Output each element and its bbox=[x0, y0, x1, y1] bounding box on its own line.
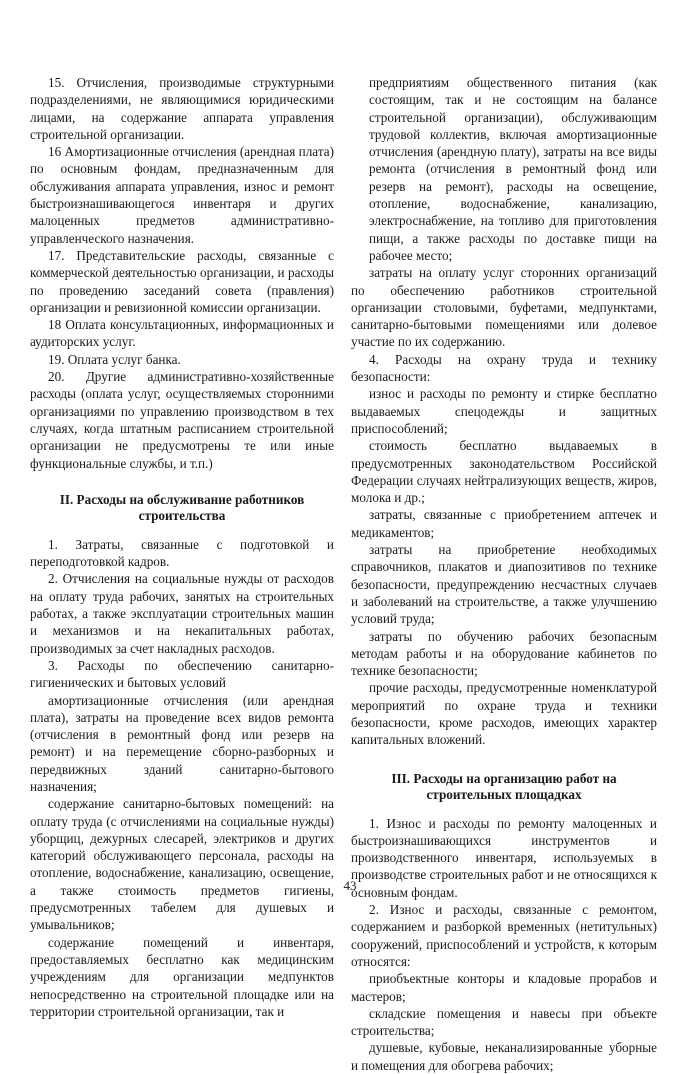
list-item: душевые, кубовые, неканализированные уборные и помещения для обогрева рабочих; bbox=[351, 1040, 657, 1073]
list-item: предприятиям общественного питания (как состоящим, так и не состоящим на балансе строительной организации), обслуживающим трудовой коллектив, включая амортизационные отчисления (арендную плату), затраты на все виды ремонта (отчисления в ремонтный фонд или резерв на ремонт), расходы на освещение, отопление, водоснабжение, канализацию, электроснабжение, на топливо для приготовления пищи, а также расходы по доставке пищи на рабочее место; bbox=[369, 75, 657, 263]
list-item: прочие расходы, предусмотренные номенклатурой мероприятий по охране труда и техники безопасности, кроме расходов, имеющих характер капитальных вложений. bbox=[351, 680, 657, 748]
section-heading-2: II. Расходы на обслуживание работников строительства bbox=[59, 491, 305, 523]
paragraph: 16 Амортизационные отчисления (арендная плата) по основным фондам, предназначенным для обслуживания аппарата управления, износ и ремонт быстроизнашивающегося инвентаря и других малоценных предметов административно-управленческого назначения. bbox=[30, 144, 334, 246]
list-item: износ и расходы по ремонту и стирке бесплатно выдаваемых спецодежды и защитных приспособлений; bbox=[351, 386, 657, 436]
list-item: стоимость бесплатно выдаваемых в предусмотренных законодательством Российской Федерации случаях нейтрализующих веществ, жиров, молока и др.; bbox=[351, 438, 657, 506]
paragraph: 2. Износ и расходы, связанные с ремонтом, содержанием и разборкой временных (нетитульных) сооружений, приспособлений и устройств, к которым относятся: bbox=[351, 902, 657, 969]
list-item: складские помещения и навесы при объекте строительства; bbox=[351, 1005, 657, 1039]
list-item: приобъектные конторы и кладовые прорабов и мастеров; bbox=[351, 971, 657, 1004]
paragraph: 18 Оплата консультационных, информационных и аудиторских услуг. bbox=[30, 317, 334, 350]
paragraph: 20. Другие административно-хозяйственные расходы (оплата услуг, осуществляемых сторонними организациями по управлению производством в тех случаях, когда штатным расписанием строительной организации не предусмотрены те или иные функциональные службы, и т.п.) bbox=[30, 369, 334, 471]
paragraph: 1. Износ и расходы по ремонту малоценных и быстроизнашивающихся инструментов и производственного инвентаря, используемых в производстве строительных работ и не относящихся к основным фондам. bbox=[351, 815, 657, 900]
page-number: 43 bbox=[343, 878, 357, 893]
list-item: содержание помещений и инвентаря, предоставляемых бесплатно как медицинским учреждениям для организации медпунктов непосредственно на строительной площадке или на территории строительной организации, так и bbox=[30, 934, 334, 1019]
list-item: затраты на оплату услуг сторонних организаций по обеспечению работников строительной организации столовыми, буфетами, медпунктами, санитарно-бытовыми помещениями или долевое участие по их содержанию. bbox=[351, 265, 657, 350]
list-item: затраты по обучению рабочих безопасным методам работы и на оборудование кабинетов по технике безопасности; bbox=[351, 628, 657, 679]
paragraph: 1. Затраты, связанные с подготовкой и переподготовкой кадров. bbox=[30, 536, 334, 570]
paragraph: 17. Представительские расходы, связанные с коммерческой деятельностью организации, и расходы по проведению заседаний совета (правления) организации и ревизионной комиссии организации. bbox=[30, 247, 334, 315]
paragraph: 2. Отчисления на социальные нужды от расходов на оплату труда рабочих, занятых на строительных работах, а также эксплуатации строительных машин и механизмов и на некапитальных работах, производимых за счет накладных расходов. bbox=[30, 571, 334, 656]
list-item: содержание санитарно-бытовых помещений: на оплату труда (с отчислениями на социальные нужды) уборщиц, дежурных слесарей, электриков и других категорий обслуживающего персонала, расходы на отопление, водоснабжение, канализацию, освещение, а также стоимость предметов гигиены, предусмотренных табелем для душевых и умывальников; bbox=[30, 796, 334, 933]
paragraph: 15. Отчисления, производимые структурными подразделениями, не являющимися юридическими лицами, на содержание аппарата управления строительной организации. bbox=[30, 75, 334, 142]
paragraph: 19. Оплата услуг банка. bbox=[48, 351, 181, 367]
section-heading-3: III. Расходы на организацию работ на строительных площадках bbox=[391, 770, 617, 802]
paragraph: 3. Расходы по обеспечению санитарно-гигиенических и бытовых условий bbox=[30, 657, 334, 691]
paragraph: 4. Расходы на охрану труда и технику безопасности: bbox=[351, 351, 657, 385]
list-item: затраты, связанные с приобретением аптечек и медикаментов; bbox=[351, 507, 657, 540]
right-column bbox=[351, 74, 657, 1074]
list-item: затраты на приобретение необходимых справочников, плакатов и диапозитивов по технике безопасности, предупреждению несчастных случаев и заболеваний на строительстве, а также улучшению условий труда; bbox=[351, 542, 657, 627]
list-item: амортизационные отчисления (или арендная плата), затраты на проведение всех видов ремонта (отчисления в ремонтный фонд или резерв на ремонт) и на перемещение сборно-разборных и передвижных зданий санитарно-бытового назначения; bbox=[30, 692, 334, 794]
